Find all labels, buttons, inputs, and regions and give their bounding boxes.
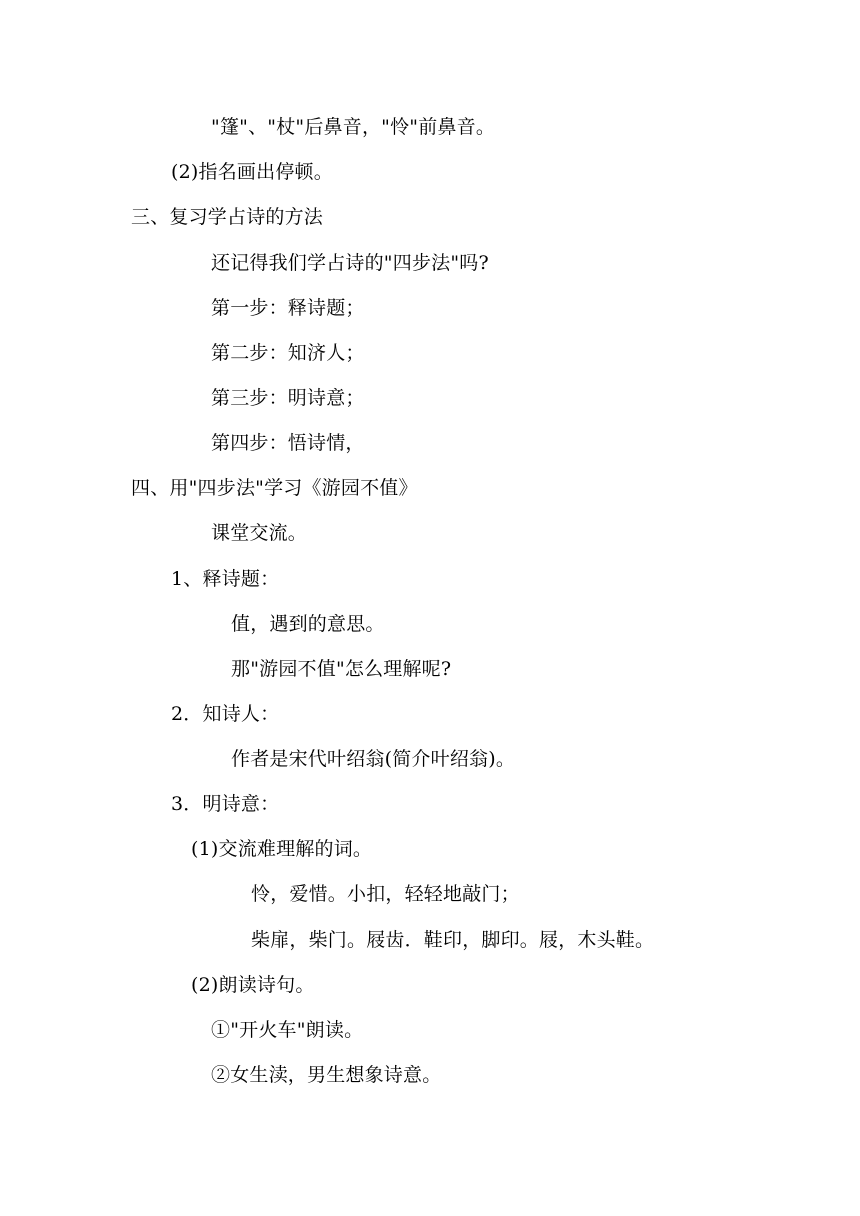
poet-intro: 作者是宋代叶绍翁(简介叶绍翁)。	[231, 748, 516, 770]
step-two: 第二步：知济人；	[211, 342, 365, 364]
read-aloud-girls-boys: ②女生渎，男生想象诗意。	[211, 1064, 442, 1086]
pronunciation-note: "篷"、"杖"后鼻音，"怜"前鼻音。	[211, 116, 496, 138]
difficult-words-step: (1)交流难理解的词。	[191, 838, 373, 860]
step-four: 第四步：悟诗情，	[211, 432, 365, 454]
read-aloud-step: (2)朗读诗句。	[191, 974, 315, 996]
item-know-poet: 2．知诗人：	[171, 703, 280, 725]
read-aloud-train: ①"开火车"朗读。	[211, 1019, 364, 1041]
class-exchange: 课堂交流。	[211, 522, 308, 544]
section-heading-study: 四、用"四步法"学习《游园不值》	[131, 477, 418, 499]
pause-marking-step: (2)指名画出停顿。	[171, 161, 333, 183]
word-explanation-2: 柴扉，柴门。屐齿．鞋印，脚印。屐，木头鞋。	[251, 929, 655, 951]
section-heading-review: 三、复习学占诗的方法	[131, 206, 324, 228]
four-step-question: 还记得我们学占诗的"四步法"吗?	[211, 252, 489, 274]
item-explain-title: 1、释诗题：	[171, 568, 280, 590]
step-three: 第三步：明诗意；	[211, 387, 365, 409]
explain-title-note: 值，遇到的意思。	[231, 613, 385, 635]
item-understand-poem: 3．明诗意：	[171, 793, 280, 815]
step-one: 第一步：释诗题；	[211, 297, 365, 319]
explain-title-question: 那"游园不值"怎么理解呢?	[231, 658, 452, 680]
word-explanation-1: 怜，爱惜。小扣，轻轻地敲门；	[251, 883, 520, 905]
